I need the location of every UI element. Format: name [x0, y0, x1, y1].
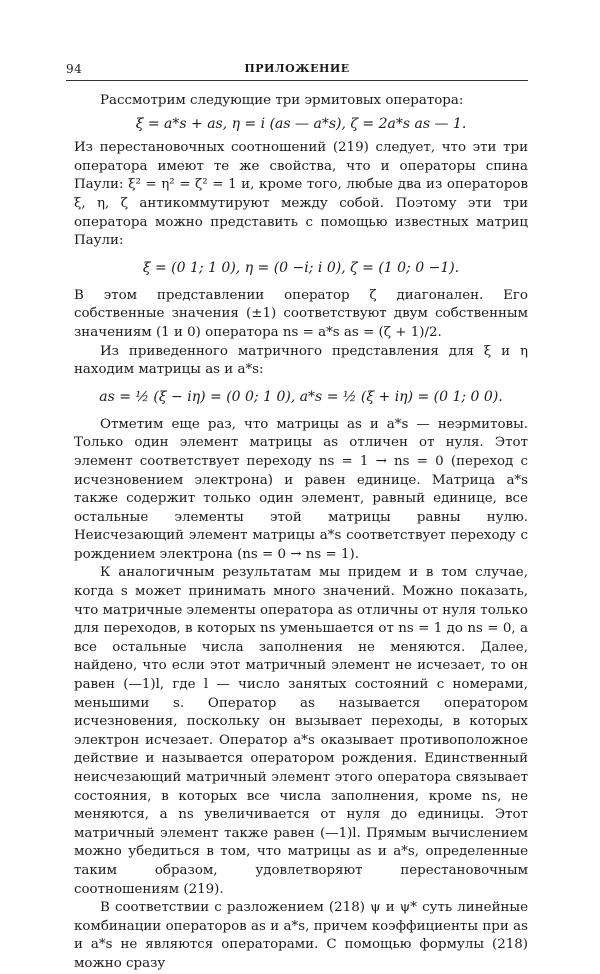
equation-operators: ξ = a*s + as, η = i (as — a*s), ζ = 2a*s as — 1.: [135, 115, 467, 132]
paragraph-expansion: В соответствии с разложением (218) ψ и ψ* суть линейные комбинации операторов as и a*s, причем коэффициенты при as и a*s не являются операторами. С помощью формулы (218) можно сразу: [74, 900, 528, 971]
paragraph-analogous: К аналогичным результатам мы придем и в том случае, когда s может принимать много значений. Можно показать, что матричные элементы оператора as отличны от нуля только для переходов, в которых ns уменьшается от ns = 1 до ns = 0, а все остальные числа заполнения не меняются. Далее, найдено, что если этот матричный элемент не исчезает, то он равен (—1)l, где l — число занятых состояний с номерами, меньшими s. Оператор as называется оператором исчезновения, поскольку он вызывает переходы, в которых электрон исчезает. Оператор a*s оказывает противоположное действие и называется оператором рождения. Единственный неисчезающий матричный элемент этого оператора связывает состояния, в которых все числа заполнения, кроме ns, не меняются, а ns увеличивается от нуля до единицы. Этот матричный элемент также равен (—1)l. Прямым вычислением можно убедиться в том, что матрицы as и a*s, определенные таким образом, удовлетворяют перестановочным соотношениям (219).: [74, 565, 528, 897]
paragraph-commutation: Из перестановочных соотношений (219) следует, что эти три оператора имеют те же свойства, что и операторы спина Паули: ξ² = η² = ζ² = 1 и, кроме того, любые два из операторов ξ, η, ζ антикоммутируют между собой. Поэтому эти три оператора можно представить с помощью известных матриц Паули:: [74, 140, 528, 249]
paragraph-nonhermitian: Отметим еще раз, что матрицы as и a*s — неэрмитовы. Только один элемент матрицы as отличен от нуля. Этот элемент соответствует переходу ns = 1 → ns = 0 (переход с исчезновением электрона) и равен единице. Матрица a*s также содержит только один элемент, равный единице, все остальные элементы этой матрицы равны нулю. Неисчезающий элемент матрицы a*s соответствует переходу с рождением электрона (ns = 0 → ns = 1).: [74, 416, 528, 562]
header-rule: [66, 80, 528, 81]
paragraph-intro: Рассмотрим следующие три эрмитовых оператора:: [100, 93, 464, 108]
equation-matrices: as = ½ (ξ − iη) = (0 0; 1 0), a*s = ½ (ξ + iη) = (0 1; 0 0).: [99, 388, 503, 405]
paragraph-matrix-rep: Из приведенного матричного представления для ξ и η находим матрицы as и a*s:: [74, 343, 528, 378]
paragraph-diagonal: В этом представлении оператор ζ диагонален. Его собственные значения (±1) соответствуют двум собственным значениям (1 и 0) оператора ns = a*s as = (ζ + 1)/2.: [74, 287, 528, 340]
equation-pauli: ξ = (0 1; 1 0), η = (0 −i; i 0), ζ = (1 0; 0 −1).: [142, 259, 460, 276]
running-title: ПРИЛОЖЕНИЕ: [244, 62, 350, 75]
text-body: [74, 92, 528, 974]
page-number: 94: [66, 62, 83, 76]
running-header: [66, 62, 528, 80]
